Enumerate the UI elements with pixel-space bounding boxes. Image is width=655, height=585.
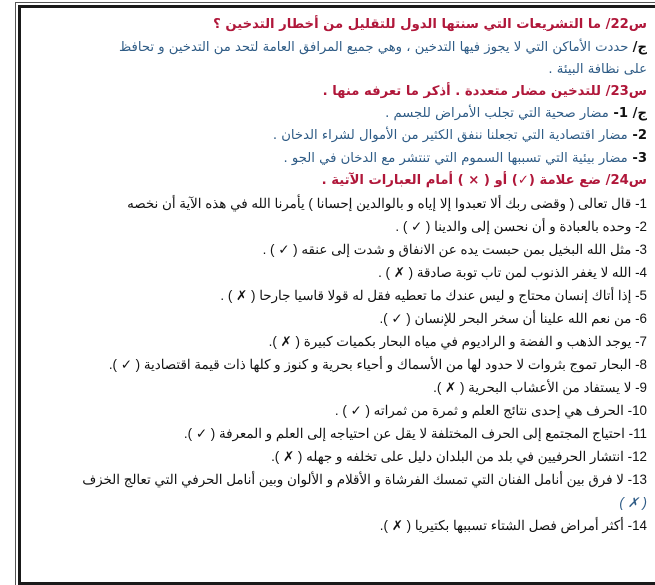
item-text: مضار اقتصادية التي تجعلنا ننفق الكثير من الأموال لشراء الدخان . [272,128,628,144]
answer-text: على نظافة البيئة . [548,61,647,77]
check-mark: ( ✓ ) . [395,219,431,235]
statement-13 [28,468,647,491]
cross-mark: ( ✗ ). [271,449,303,465]
statement-14 [28,514,647,537]
statement-3 [28,238,647,261]
statement-text: إذا أتاك إنسان محتاج و ليس عندك ما تعطيه فقل له قولا قاسيا جارحا [259,288,632,304]
question-22 [28,14,647,37]
item-number: 2- [632,128,647,144]
statement-5 [28,284,647,307]
check-mark: ( ✓ ). [379,311,411,327]
item-number: 3- [632,150,647,166]
question-label: س22/ [605,17,647,32]
statement-number: 3- [635,242,647,258]
statement-number: 1- [635,196,647,212]
question-text: للتدخين مضار متعددة . أذكر ما تعرفه منها . [322,83,602,99]
item-number: 1- [613,106,629,121]
statement-7 [28,330,647,353]
answer-22-line-2 [28,59,647,81]
check-mark: ( ✓ ) . [334,403,370,419]
statement-text: البحار تموج بثروات لا حدود لها من الأسماك و أحياء بحرية و كنوز و كلها ذات قيمة اقتصادية [143,357,632,373]
cross-mark: ( ✗ ) . [378,265,414,281]
answer-label: ج/ [632,39,647,55]
answer-label: ج/ [632,106,647,121]
statement-6 [28,307,647,330]
statement-number: 10- [627,403,647,419]
statement-text: احتياج المجتمع إلى الحرف المختلفة لا يقل عن احتياجه إلى العلم و المعرفة [218,426,625,442]
statement-text: من نعم الله علينا أن سخر البحر للإنسان [414,311,632,327]
statement-9 [28,376,647,399]
question-text: ما التشريعات التي سنتها الدول للتقليل من أخطار التدخين ؟ [213,17,602,32]
statement-number: 13- [627,472,647,488]
answer-22-line-1 [28,37,647,59]
answer-23-item-2 [28,125,647,147]
statement-text: وحده بالعبادة و أن نحسن إلى والدينا [434,219,632,235]
check-mark: ( ✓ ). [108,357,141,373]
question-23 [28,81,647,104]
statement-number: 11- [628,426,647,442]
cross-mark: ( ✗ ) . [220,288,256,304]
statement-8 [28,353,647,376]
statement-13-mark-line [28,491,647,514]
cross-mark: ( ✗ ). [379,518,412,534]
question-label: س24/ [605,172,647,188]
statement-4 [28,261,647,284]
item-text: مضار صحية التي تجلب الأمراض للجسم . [385,106,609,121]
statement-text: لا فرق بين أنامل الفنان التي تمسك الفرشاة و الأقلام و الألوان وبين أنامل الحرفي التي تعالج الخزف [82,472,624,488]
cross-mark: ( ✗ ). [433,380,465,396]
worksheet-content [28,14,647,537]
statement-number: 9- [635,380,647,396]
statement-2 [28,215,647,238]
answer-text: حددت الأماكن التي لا يجوز فيها التدخين ، وهي جميع المرافق العامة لتحد من التدخين و تحافظ [119,39,629,55]
statement-number: 4- [635,265,647,281]
statement-number: 12- [627,449,647,465]
statement-number: 6- [635,311,647,327]
statement-text: أكثر أمراض فصل الشتاء تسببها بكتيريا [414,518,624,534]
statement-text: الله لا يغفر الذنوب لمن تاب توبة صادقة [416,265,632,281]
question-label: س23/ [605,83,647,99]
statement-number: 7- [635,334,647,350]
statement-text: قال تعالى ( وقضى ربك ألا تعبدوا إلا إياه و بالوالدين إحسانا ) يأمرنا الله في هذه الآية أن نخصه [127,196,632,212]
check-mark: ( ✓ ). [183,426,216,442]
statement-text: الحرف هي إحدى نتائج العلم و ثمرة من ثمراته [373,403,624,419]
statement-text: مثل الله البخيل بمن حبست يده عن الانفاق و شدت إلى عنقه [301,242,632,258]
statement-number: 5- [635,288,647,304]
item-text: مضار بيئية التي تسببها السموم التي تنتشر مع الدخان في الجو . [283,150,628,166]
check-mark: ( ✓ ) . [262,242,298,258]
statement-text: انتشار الحرفيين في بلد من البلدان دليل على تخلفه و جهله [306,449,624,465]
question-24 [28,170,647,193]
statement-number: 8- [635,357,647,373]
statement-10 [28,399,647,422]
answer-23-item-3 [28,148,647,170]
statement-1 [28,192,647,215]
cross-mark: ( ✗ ). [268,334,300,350]
statement-11 [28,422,647,445]
statement-number: 14- [627,518,647,534]
statement-text: لا يستفاد من الأعشاب البحرية [468,380,632,396]
question-text: ضع علامة (✓) أو ( × ) أمام العبارات الآتية . [321,172,602,188]
answer-23-item-1 [28,103,647,125]
cross-mark: ( ✗ ) [619,495,647,511]
statement-12 [28,445,647,468]
statement-text: يوجد الذهب و الفضة و الراديوم في مياه البحار بكميات كبيرة [303,334,632,350]
statement-number: 2- [635,219,647,235]
